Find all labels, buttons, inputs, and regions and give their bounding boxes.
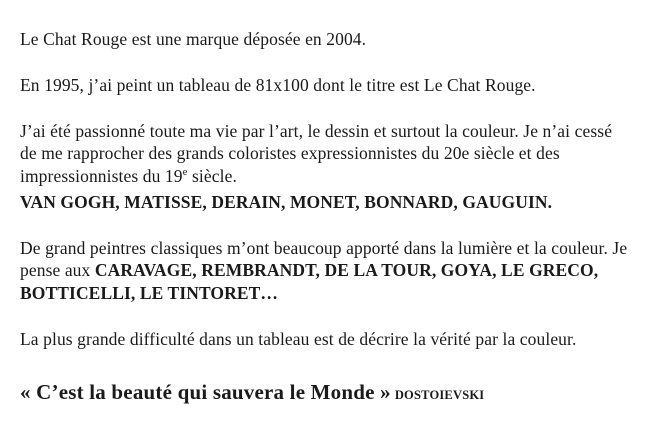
quotation — [20, 379, 629, 406]
quotation-author: DOSTOIEVSKI — [394, 387, 485, 402]
passion-line-2: cessé de me rapprocher des grands coloristes expressionnistes du 20e siècle et — [20, 120, 613, 164]
passion-line-1: J’ai été passionné toute ma vie par l’art, le dessin et surtout la couleur. Je n’ai — [20, 120, 571, 141]
classics-names-part-2: LE GRECO, BOTTICELLI, LE TINTORET… — [20, 260, 599, 303]
masters-modern-list: VAN GOGH, MATISSE, DERAIN, MONET, BONNARD, GAUGUIN. — [20, 191, 553, 212]
passion-line-3-prefix: des impressionnistes du 19 — [20, 143, 560, 186]
paragraph-passion — [20, 120, 629, 188]
classics-names-part-1: CARAVAGE, REMBRANDT, DE LA TOUR, GOYA, — [94, 260, 497, 281]
classics-line-2-prefix: couleur. Je pense aux — [20, 237, 628, 281]
paragraph-painting: En 1995, j’ai peint un tableau de 81x100 dont le titre est Le Chat Rouge. — [20, 74, 536, 95]
classics-line-1: De grand peintres classiques m’ont beaucoup apporté dans la lumière et la — [20, 237, 547, 258]
paragraph-classics — [20, 237, 629, 305]
quotation-text: « C’est la beauté qui sauvera le Monde » — [20, 379, 391, 404]
paragraph-difficulty: La plus grande difficulté dans un tableau est de décrire la vérité par la couleur. — [20, 328, 577, 349]
passion-ordinal-suffix: e — [182, 166, 188, 179]
passion-line-3-suffix: siècle. — [187, 166, 237, 186]
paragraph-trademark: Le Chat Rouge est une marque déposée en 2004. — [20, 29, 367, 49]
